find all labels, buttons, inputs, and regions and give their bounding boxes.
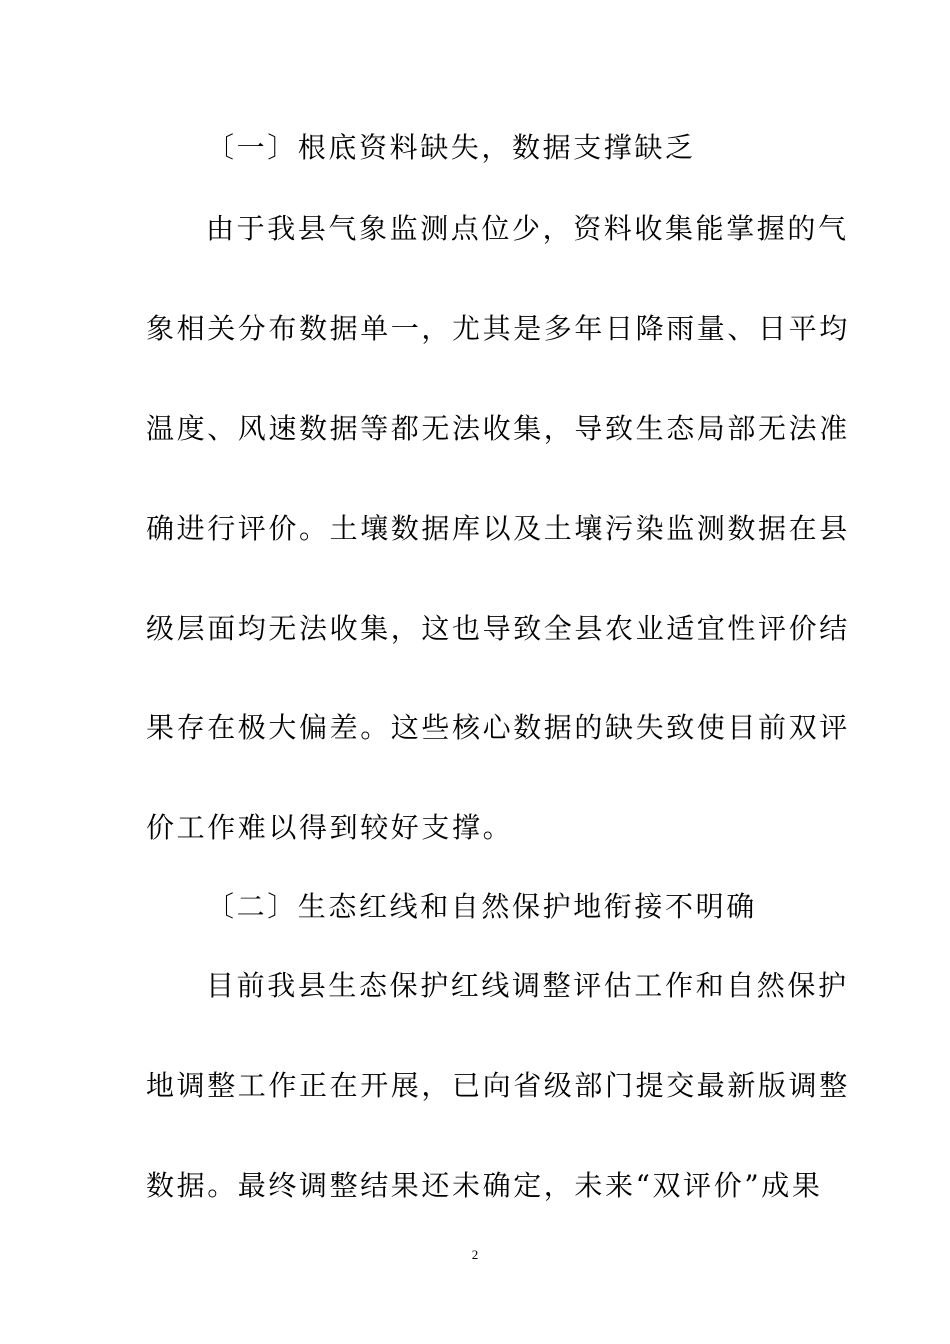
paragraph-line: 确进行评价。土壤数据库以及土壤污染监测数据在县 <box>146 512 850 545</box>
paragraph-line: 温度、风速数据等都无法收集，导致生态局部无法准 <box>146 412 850 445</box>
paragraph-line: 数据。最终调整结果还未确定，未来“双评价”成果 <box>146 1169 823 1202</box>
paragraph-line: 目前我县生态保护红线调整评估工作和自然保护 <box>206 969 849 1002</box>
paragraph-line: 级层面均无法收集，这也导致全县农业适宜性评价结 <box>146 612 850 645</box>
paragraph-line: 价工作难以得到较好支撑。 <box>146 811 514 844</box>
page-number: 2 <box>471 1247 479 1262</box>
paragraph-line: 地调整工作正在开展，已向省级部门提交最新版调整 <box>146 1069 850 1102</box>
paragraph-line: 象相关分布数据单一，尤其是多年日降雨量、日平均 <box>146 312 850 345</box>
section-heading-2: 〔二〕生态红线和自然保护地衔接不明确 <box>206 890 757 923</box>
paragraph-line: 果存在极大偏差。这些核心数据的缺失致使目前双评 <box>146 711 850 744</box>
section-heading-1: 〔一〕根底资料缺失，数据支撑缺乏 <box>206 131 696 164</box>
paragraph-line: 由于我县气象监测点位少，资料收集能掌握的气 <box>206 212 849 245</box>
